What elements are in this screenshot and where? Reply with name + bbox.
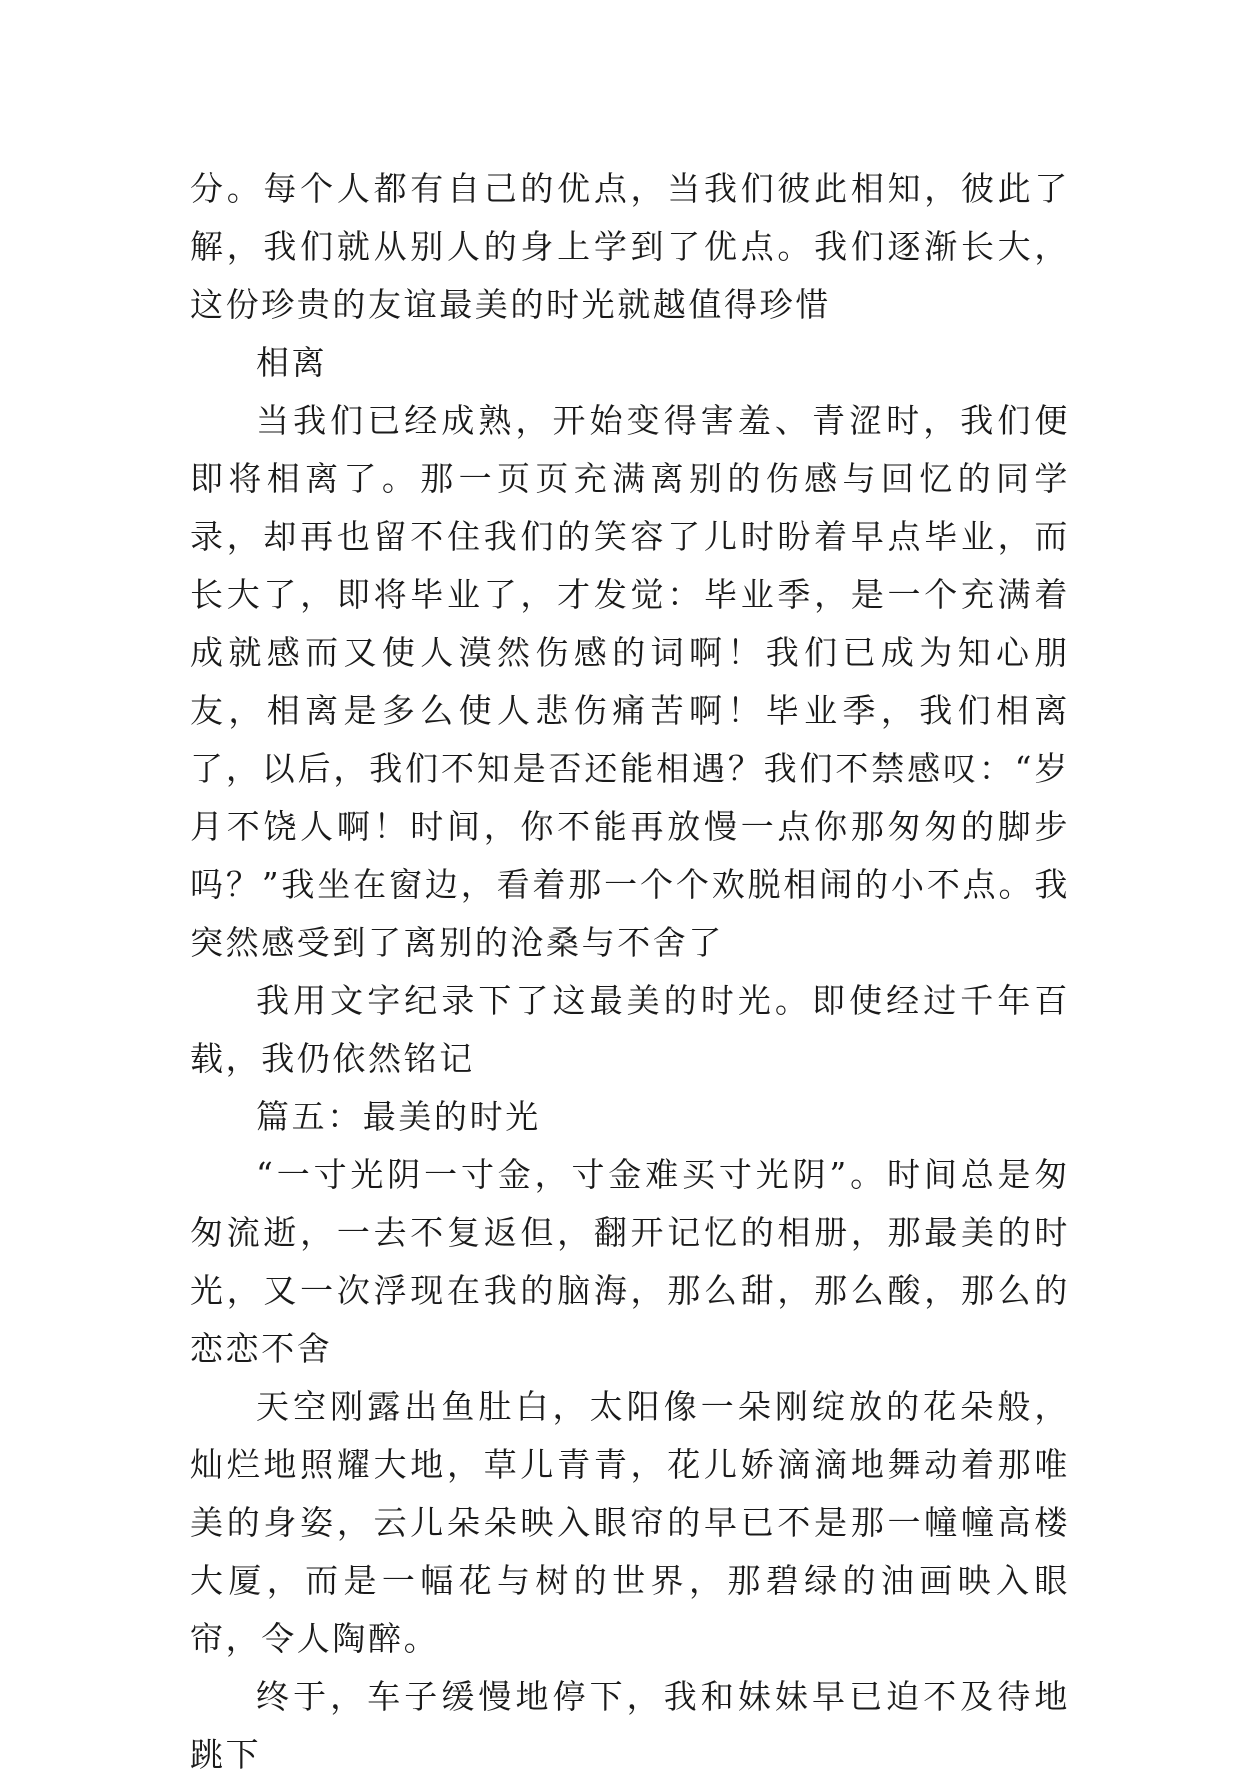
chapter-heading-five: 篇五：最美的时光 (256, 1097, 541, 1136)
document-body (190, 160, 1070, 1784)
section-heading-xiangli: 相离 (256, 343, 328, 382)
paragraph-graduation: 当我们已经成熟，开始变得害羞、青涩时，我们便即将相离了。那一页页充满离别的伤感与回忆的同学录，却再也留不住我们的笑容了儿时盼着早点毕业，而长大了，即将毕业了，才发觉：毕业季，是一个充满着成就感而又使人漠然伤感的词啊！我们已成为知心朋友，相离是多么使人悲伤痛苦啊！毕业季，我们相离了，以后，我们不知是否还能相遇？我们不禁感叹：“岁月不饶人啊！时间，你不能再放慢一点你那匆匆的脚步吗？”我坐在窗边，看着那一个个欢脱相闹的小不点。我突然感受到了离别的沧桑与不舍了 (190, 401, 1070, 962)
paragraph-record-time: 我用文字纪录下了这最美的时光。即使经过千年百载，我仍依然铭记 (190, 981, 1070, 1078)
paragraph-car-stops: 终于，车子缓慢地停下，我和妹妹早已迫不及待地跳下 (190, 1677, 1070, 1774)
paragraph-friendship-end: 分。每个人都有自己的优点，当我们彼此相知，彼此了解，我们就从别人的身上学到了优点。我们逐渐长大，这份珍贵的友谊最美的时光就越值得珍惜 (190, 169, 1070, 324)
paragraph-time-quote: “一寸光阴一寸金，寸金难买寸光阴”。时间总是匆匆流逝，一去不复返但，翻开记忆的相册，那最美的时光，又一次浮现在我的脑海，那么甜，那么酸，那么的恋恋不舍 (190, 1155, 1070, 1368)
paragraph-morning-scene: 天空刚露出鱼肚白，太阳像一朵刚绽放的花朵般，灿烂地照耀大地，草儿青青，花儿娇滴滴地舞动着那唯美的身姿，云儿朵朵映入眼帘的早已不是那一幢幢高楼大厦，而是一幅花与树的世界，那碧绿的油画映入眼帘，令人陶醉。 (190, 1387, 1070, 1658)
